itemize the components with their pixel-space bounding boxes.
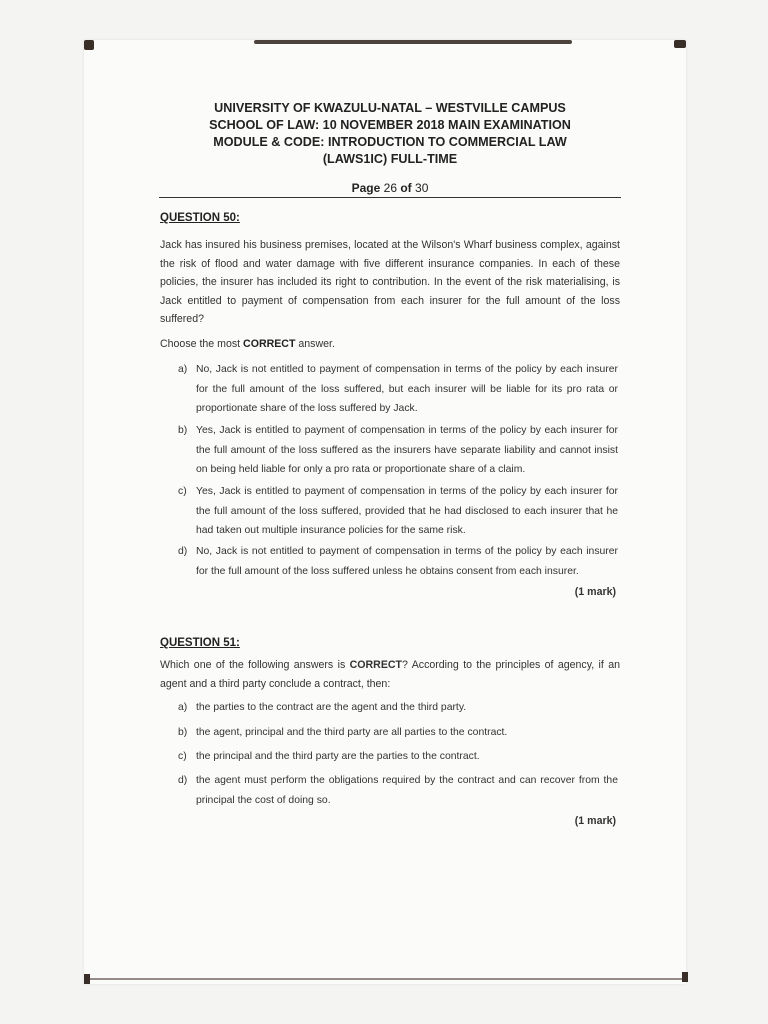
body-prefix: Which one of the following answers is xyxy=(160,659,346,671)
header-divider xyxy=(159,197,621,198)
instruction-prefix: Choose the most xyxy=(160,338,241,350)
option-label: b) xyxy=(178,727,188,738)
page-prefix: Page xyxy=(351,181,381,195)
question-50-option-d xyxy=(178,542,618,581)
option-label: d) xyxy=(178,546,188,557)
option-text: No, Jack is not entitled to payment of compensation in terms of the policy by each insurer for the full amount of the loss suffered unless he obtains consent from each insurer. xyxy=(196,546,618,577)
option-text: No, Jack is not entitled to payment of compensation in terms of the policy by each insurer for the full amount of the loss suffered, but each insurer will be liable for its pro rata or proportionate share of the loss suffered by Jack. xyxy=(196,364,618,415)
question-51-option-c xyxy=(178,747,618,767)
option-text: the agent must perform the obligations required by the contract and can recover from the principal the cost of doing so. xyxy=(196,775,618,806)
question-50-instruction xyxy=(160,338,335,350)
option-label: a) xyxy=(178,364,188,375)
header-line: UNIVERSITY OF KWAZULU-NATAL – WESTVILLE CAMPUS xyxy=(214,101,566,115)
header-line: MODULE & CODE: INTRODUCTION TO COMMERCIAL LAW xyxy=(213,135,567,149)
page-edge-mark xyxy=(674,40,686,48)
exam-header xyxy=(200,100,580,168)
option-label: b) xyxy=(178,425,188,436)
question-50-option-b xyxy=(178,421,618,480)
option-label: d) xyxy=(178,775,188,786)
page-edge-line xyxy=(84,978,686,980)
option-text: the agent, principal and the third party are all parties to the contract. xyxy=(196,727,508,738)
page-number xyxy=(160,181,620,195)
page-edge-mark xyxy=(682,972,688,982)
option-label: a) xyxy=(178,702,188,713)
page-total: 30 xyxy=(415,181,429,195)
option-text: the principal and the third party are the parties to the contract. xyxy=(196,751,480,762)
question-50-option-c xyxy=(178,482,618,541)
question-51-body xyxy=(160,656,620,693)
instruction-bold: CORRECT xyxy=(243,338,296,350)
question-51-option-b xyxy=(178,723,618,743)
option-text: the parties to the contract are the agent and the third party. xyxy=(196,702,467,713)
option-text: Yes, Jack is entitled to payment of compensation in terms of the policy by each insurer for the full amount of the loss suffered as the insurers have separate liability and cannot insist on being held liable for only a pro rata or proportionate share of a claim. xyxy=(196,425,618,476)
page-edge-mark xyxy=(84,40,94,50)
question-50-title: QUESTION 50: xyxy=(160,212,240,224)
instruction-suffix: answer. xyxy=(298,338,335,350)
question-50-body: Jack has insured his business premises, located at the Wilson's Wharf business complex, against the risk of flood and water damage with five different insurance companies. In each of these policies, the insurer has included its right to contribution. In the event of the risk materialising, is Jack entitled to payment of compensation from each insurer for the full amount of the loss suffered? xyxy=(160,239,620,326)
option-text: Yes, Jack is entitled to payment of compensation in terms of the policy by each insurer for the full amount of the loss suffered, provided that he had disclosed to each insurer that he had taken out multiple insurance policies for the same risk. xyxy=(196,486,618,537)
option-label: c) xyxy=(178,751,187,762)
page-of: of xyxy=(400,181,412,195)
option-label: c) xyxy=(178,486,187,497)
page-current: 26 xyxy=(383,181,397,195)
body-bold: CORRECT xyxy=(349,659,403,671)
question-51-option-d xyxy=(178,771,618,810)
question-51-title: QUESTION 51: xyxy=(160,637,240,649)
page-edge-mark xyxy=(254,40,572,44)
header-line: (LAWS1IC) FULL-TIME xyxy=(322,152,458,166)
body-suffix: ? According to the principles of agency, if an agent and a third party conclude a contract, then: xyxy=(160,659,620,690)
question-51-option-a xyxy=(178,698,618,718)
question-50-mark: (1 mark) xyxy=(574,586,616,598)
question-50-option-a xyxy=(178,360,618,419)
header-line: SCHOOL OF LAW: 10 NOVEMBER 2018 MAIN EXAMINATION xyxy=(209,118,571,132)
question-51-mark: (1 mark) xyxy=(574,815,616,827)
page-edge-mark xyxy=(84,974,90,984)
